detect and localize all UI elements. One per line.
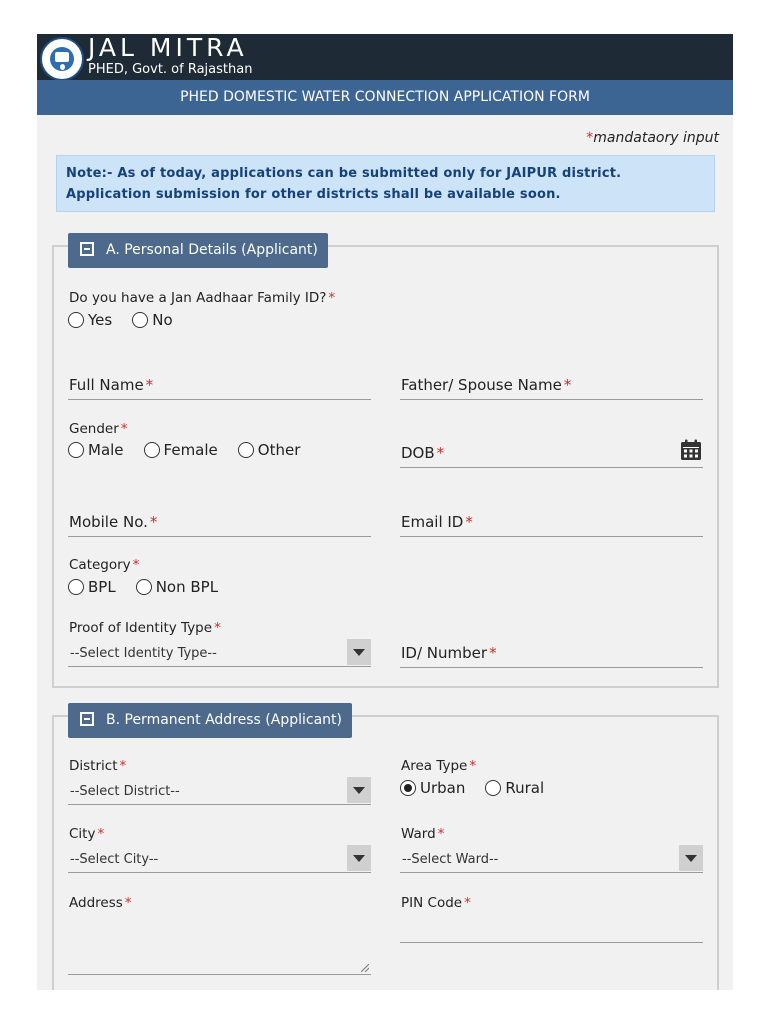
address-label <box>69 895 132 911</box>
mobile-input[interactable] <box>68 536 371 537</box>
section-b-legend[interactable] <box>68 703 352 738</box>
required-star: * <box>464 895 471 911</box>
district-select[interactable] <box>68 777 371 805</box>
father-spouse-name-label-text: Father/ Spouse Name <box>401 376 562 394</box>
radio-other[interactable] <box>238 441 301 459</box>
notice-box: Note:- As of today, applications can be submitted only for JAIPUR district. Application submission for other districts shall be available soon. <box>56 155 715 212</box>
district-label-text: District <box>69 758 118 774</box>
proof-identity-label-text: Proof of Identity Type <box>69 620 213 636</box>
radio-circle[interactable] <box>238 442 254 458</box>
city-select[interactable] <box>68 845 371 873</box>
radio-circle[interactable] <box>485 780 501 796</box>
brand-title: JAL MITRA <box>88 34 248 62</box>
mobile-label-text: Mobile No. <box>69 513 148 531</box>
required-star: * <box>145 376 154 394</box>
district-label <box>69 758 126 774</box>
category-radio-group <box>68 578 238 596</box>
required-star: * <box>465 513 473 531</box>
radio-circle[interactable] <box>144 442 160 458</box>
radio-male-label: Male <box>88 441 124 459</box>
identity-type-select[interactable] <box>68 639 371 667</box>
radio-circle[interactable] <box>136 579 152 595</box>
father-spouse-name-input[interactable] <box>400 399 703 400</box>
city-label <box>69 826 104 842</box>
required-star: * <box>437 826 445 842</box>
radio-female-label: Female <box>163 441 218 459</box>
brand-subtitle: PHED, Govt. of Rajasthan <box>88 62 253 77</box>
radio-male[interactable] <box>68 441 124 459</box>
required-star: * <box>328 290 336 306</box>
area-type-radio-group <box>400 779 564 797</box>
id-number-label-text: ID/ Number <box>401 644 488 662</box>
radio-urban[interactable] <box>400 779 465 797</box>
required-star: * <box>214 620 221 636</box>
mandatory-text: mandataory input <box>593 130 719 146</box>
required-star: * <box>124 895 132 911</box>
dob-label-text: DOB <box>401 444 435 462</box>
chevron-down-icon[interactable] <box>347 639 371 665</box>
section-a-title: A. Personal Details (Applicant) <box>106 242 318 258</box>
ward-select[interactable] <box>400 845 703 873</box>
gender-label <box>69 421 128 437</box>
page-frame <box>37 34 733 990</box>
header-bar <box>37 34 733 80</box>
id-number-input[interactable] <box>400 667 703 668</box>
radio-circle[interactable] <box>68 442 84 458</box>
section-a-legend[interactable] <box>68 233 328 268</box>
mobile-label <box>69 513 157 531</box>
full-name-label <box>69 376 153 394</box>
jan-aadhaar-radio-group <box>68 311 193 329</box>
radio-non-bpl-label: Non BPL <box>155 578 219 596</box>
jan-aadhaar-label-text: Do you have a Jan Aadhaar Family ID? <box>69 290 327 306</box>
required-star: * <box>436 444 445 462</box>
pin-code-input[interactable] <box>400 942 703 943</box>
radio-urban-label: Urban <box>420 779 466 797</box>
address-textarea[interactable] <box>68 918 371 975</box>
district-selected: --Select District-- <box>70 784 180 799</box>
area-type-label <box>401 758 476 774</box>
radio-bpl[interactable] <box>68 578 116 596</box>
radio-other-label: Other <box>257 441 301 459</box>
radio-circle[interactable] <box>68 312 84 328</box>
required-star: * <box>563 376 572 394</box>
ward-label <box>401 826 444 842</box>
email-input[interactable] <box>400 536 703 537</box>
pin-code-label-text: PIN Code <box>401 895 463 911</box>
city-selected: --Select City-- <box>70 852 159 867</box>
section-b-title: B. Permanent Address (Applicant) <box>106 712 342 728</box>
gender-label-text: Gender <box>69 421 119 437</box>
area-type-label-text: Area Type <box>401 758 468 774</box>
required-star: * <box>132 557 140 573</box>
id-number-label <box>401 644 497 662</box>
radio-circle-checked[interactable] <box>400 780 416 796</box>
chevron-down-icon[interactable] <box>347 845 371 871</box>
radio-non-bpl[interactable] <box>136 578 218 596</box>
category-label <box>69 557 139 573</box>
pin-code-label <box>401 895 471 911</box>
category-label-text: Category <box>69 557 131 573</box>
full-name-input[interactable] <box>68 399 371 400</box>
proof-identity-label <box>69 620 221 636</box>
radio-rural-label: Rural <box>505 779 545 797</box>
radio-no[interactable] <box>132 311 172 329</box>
phed-logo-icon <box>40 37 84 81</box>
radio-no-label: No <box>152 311 173 329</box>
email-label-text: Email ID <box>401 513 464 531</box>
required-star: * <box>97 826 105 842</box>
resize-handle-icon[interactable] <box>361 964 369 972</box>
required-star: * <box>120 421 128 437</box>
jan-aadhaar-label <box>69 290 335 306</box>
radio-circle[interactable] <box>132 312 148 328</box>
required-star: * <box>149 513 158 531</box>
email-label <box>401 513 473 531</box>
mandatory-note <box>586 130 719 146</box>
identity-type-selected: --Select Identity Type-- <box>70 646 217 661</box>
father-spouse-name-label <box>401 376 571 394</box>
city-label-text: City <box>69 826 96 842</box>
chevron-down-icon[interactable] <box>347 777 371 803</box>
collapse-icon[interactable] <box>80 242 94 256</box>
required-star: * <box>489 644 497 662</box>
radio-circle[interactable] <box>68 579 84 595</box>
address-label-text: Address <box>69 895 123 911</box>
ward-label-text: Ward <box>401 826 436 842</box>
chevron-down-icon[interactable] <box>679 845 703 871</box>
dob-input[interactable] <box>400 467 703 468</box>
full-name-label-text: Full Name <box>69 376 144 394</box>
gender-radio-group <box>68 441 320 459</box>
radio-yes-label: Yes <box>88 311 113 329</box>
calendar-icon[interactable] <box>680 439 702 461</box>
radio-female[interactable] <box>144 441 218 459</box>
dob-label <box>401 444 444 462</box>
collapse-icon[interactable] <box>80 712 94 726</box>
radio-rural[interactable] <box>485 779 544 797</box>
ward-selected: --Select Ward-- <box>402 852 499 867</box>
radio-bpl-label: BPL <box>88 578 116 596</box>
radio-yes[interactable] <box>68 311 112 329</box>
mandatory-star: * <box>586 130 594 146</box>
required-star: * <box>119 758 127 774</box>
required-star: * <box>469 758 477 774</box>
form-title: PHED DOMESTIC WATER CONNECTION APPLICATION FORM <box>37 80 733 115</box>
